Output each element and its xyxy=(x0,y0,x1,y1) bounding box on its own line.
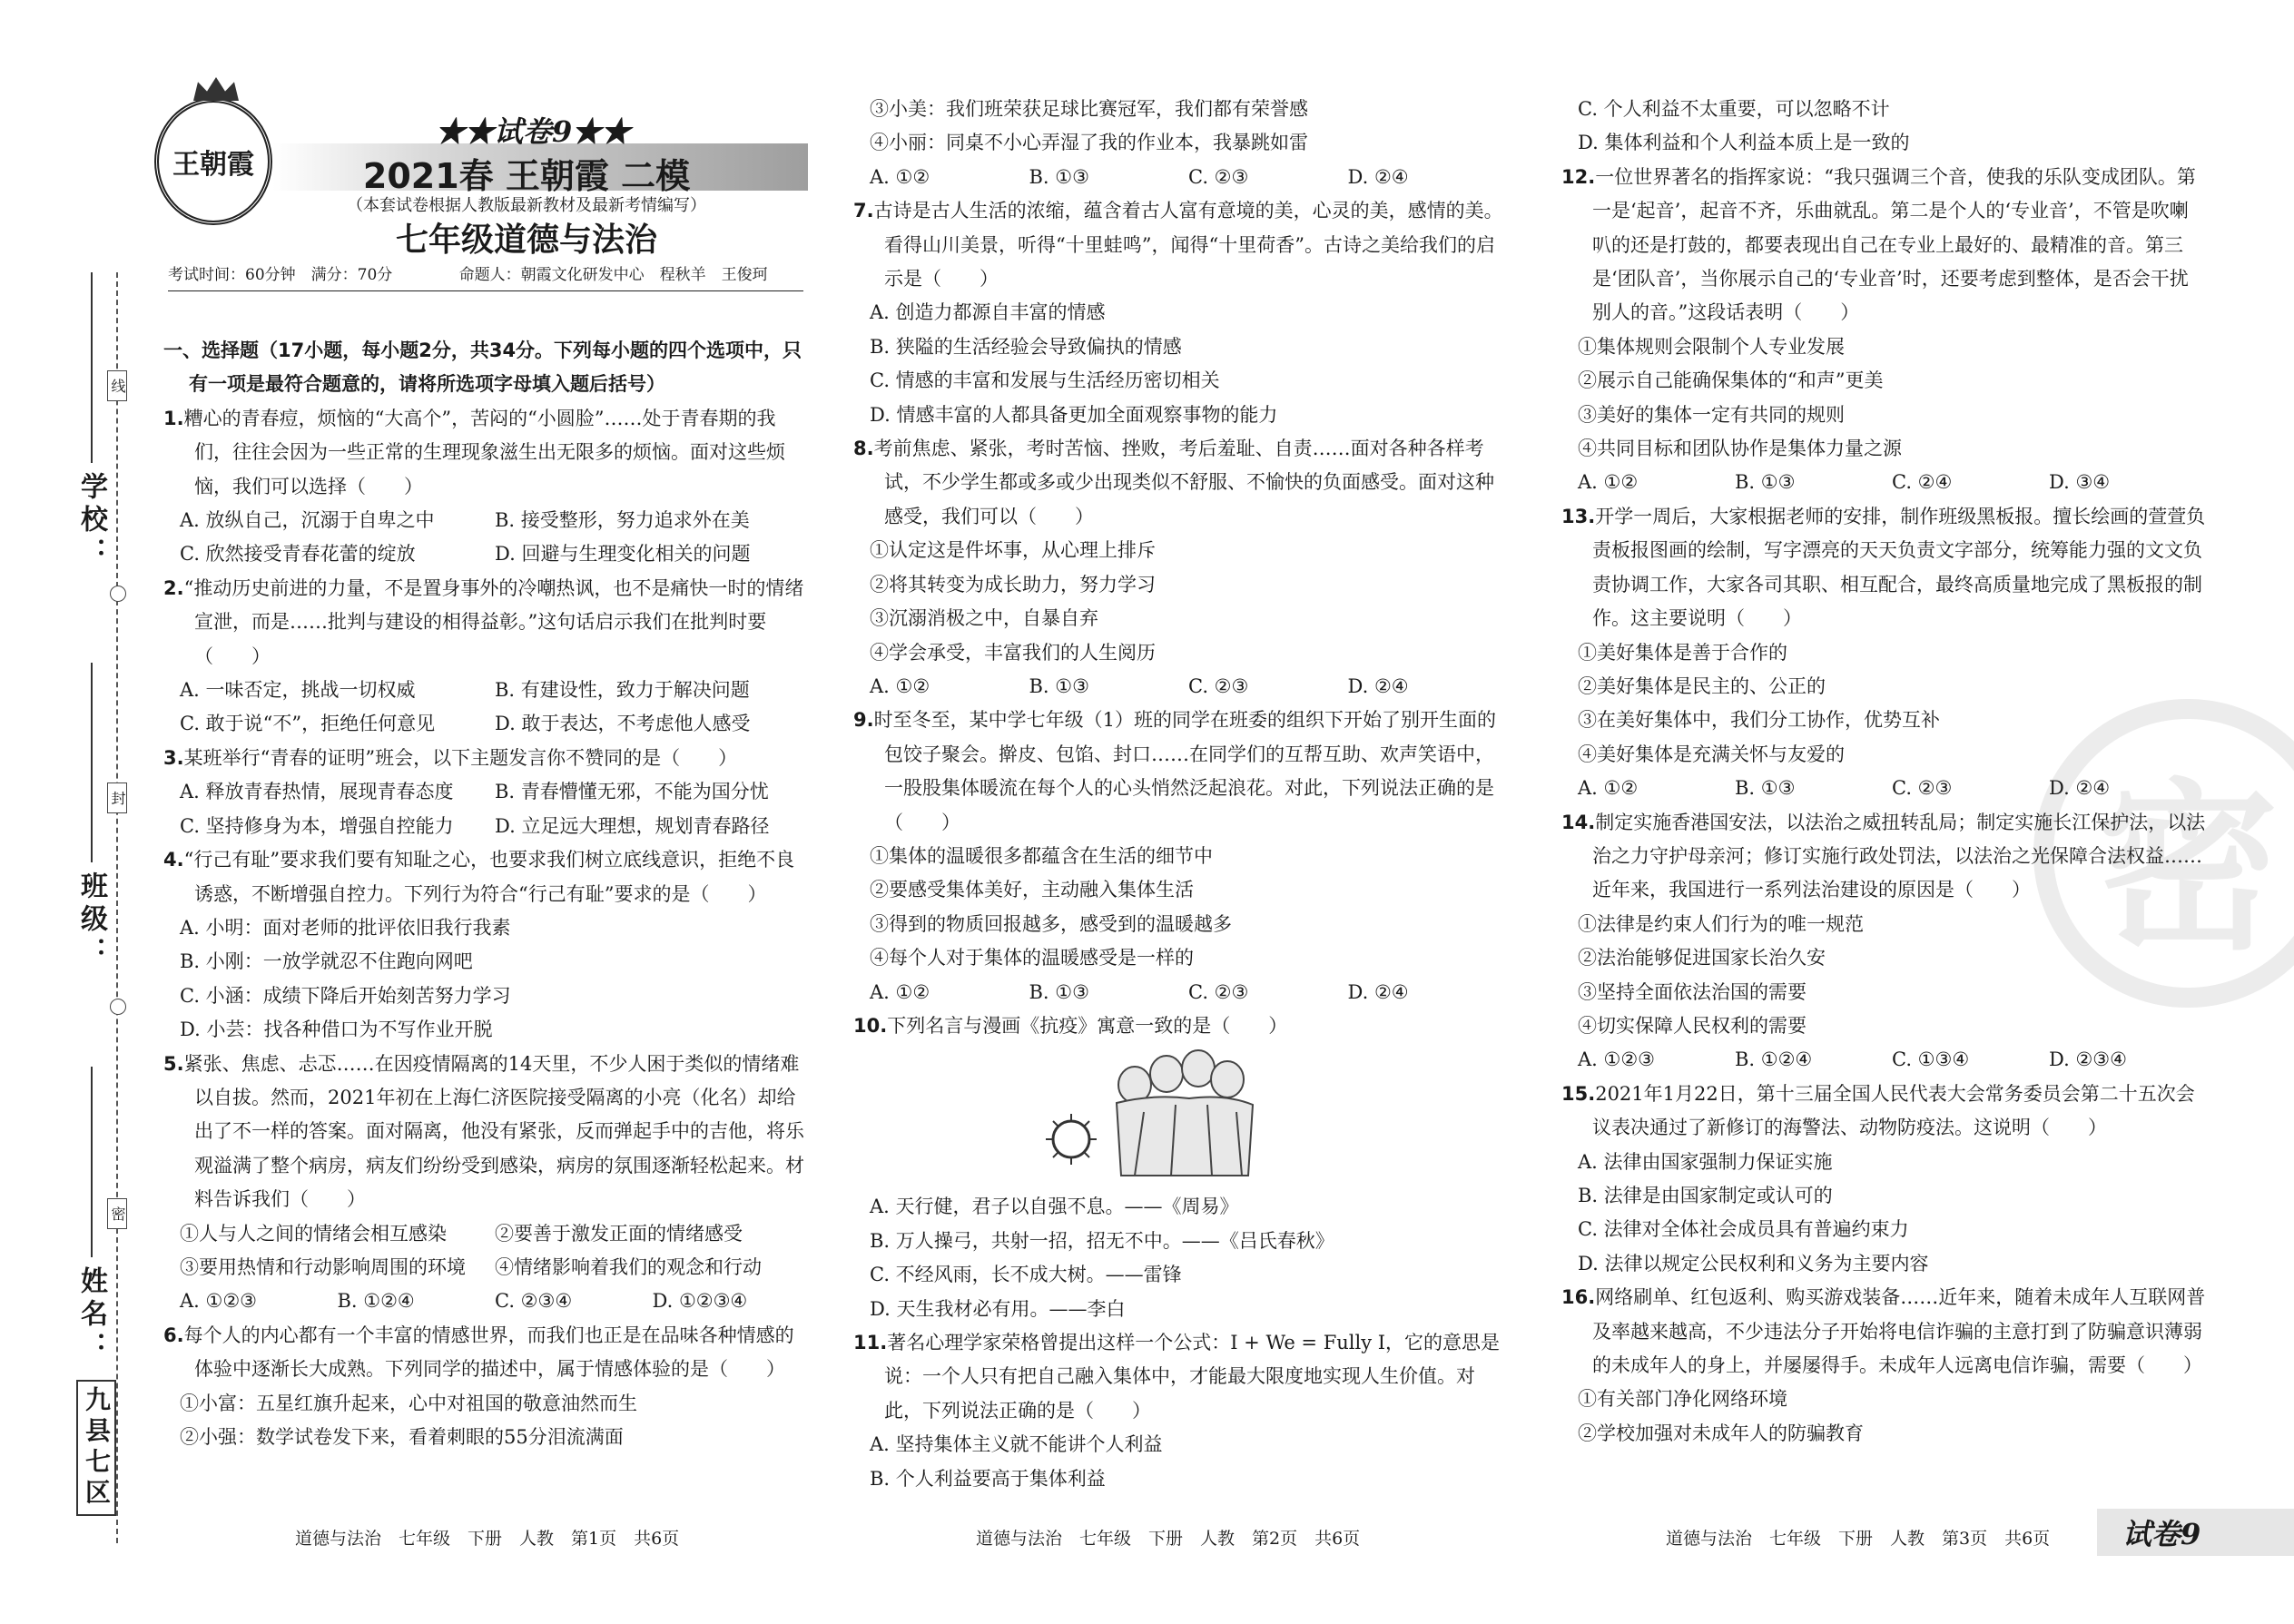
statement-2: ②法治能够促进国家长治久安 xyxy=(1578,947,1826,969)
question-stem: 网络刷单、红包返利、购买游戏装备……近年来，随着未成年人互联网普及率越来越高，不少违法分子开始将电信诈骗的主意打到了防骗意识薄弱的未成年人的身上，并屡屡得手。未成年人远离电信诈骗，需要（ ） xyxy=(1592,1286,2206,1377)
question-number: 13. xyxy=(1561,505,1596,527)
question-number: 1. xyxy=(163,407,184,429)
statement-1: ①有关部门净化网络环境 xyxy=(1578,1388,1787,1411)
option-b[interactable]: B. ①②④ xyxy=(1735,1048,1813,1071)
binding-mark-secret: 密 xyxy=(107,1198,127,1229)
option-a[interactable]: A. ①② xyxy=(870,674,930,697)
question-stem: 紧张、焦虑、忐忑……在因疫情隔离的14天里，不少人困于类似的情绪难以自拔。然而，2021年初在上海仁济医院接受隔离的小亮（化名）却给出了不一样的答案。面对隔离，他没有紧张，反而弹起手中的吉他，将乐观溢满了整个病房，病友们纷纷受到感染，病房的氛围逐渐轻松起来。材料告诉我们（ ） xyxy=(183,1052,804,1211)
option-c[interactable]: C. ②③ xyxy=(1188,980,1249,1003)
question-5 xyxy=(163,1048,810,1217)
option-c[interactable]: C. ②③④ xyxy=(495,1290,573,1313)
option-d[interactable]: D. ②④ xyxy=(1347,674,1409,697)
option-b[interactable]: B. ①③ xyxy=(1029,165,1089,188)
question-7 xyxy=(853,194,1507,296)
question-16 xyxy=(1561,1281,2206,1383)
page-footer-3: 道德与法治 七年级 下册 人教 第3页 共6页 xyxy=(1666,1529,2051,1549)
option-b[interactable]: B. 小刚：一放学就忍不住跑向网吧 xyxy=(180,950,473,973)
exam-time-score: 考试时间：60分钟 满分：70分 xyxy=(168,266,393,284)
exam-meta xyxy=(168,261,768,284)
option-b[interactable]: B. ①③ xyxy=(1029,674,1089,697)
option-b[interactable]: B. ①③ xyxy=(1735,471,1796,494)
binding-hole-icon xyxy=(110,586,126,602)
option-a[interactable]: A. 坚持集体主义就不能讲个人利益 xyxy=(870,1433,1163,1456)
school-label: 学校： xyxy=(75,472,107,570)
question-number: 7. xyxy=(853,200,874,222)
statement-4: ④共同目标和团队协作是集体力量之源 xyxy=(1578,438,1902,460)
statement-4: ④小丽：同桌不小心弄湿了我的作业本，我暴跳如雷 xyxy=(870,132,1308,154)
option-d[interactable]: D. ①②③④ xyxy=(652,1290,748,1313)
option-a[interactable]: A. ①② xyxy=(1578,471,1639,494)
name-label: 姓名： xyxy=(75,1266,107,1364)
brand-logo xyxy=(154,98,272,225)
question-stem: 古诗是古人生活的浓缩，蕴含着古人富有意境的美，心灵的美，感情的美。看得山川美景，听得“十里蛙鸣”，闻得“十里荷香”。古诗之美给我们的启示是（ ） xyxy=(873,200,1503,290)
question-6 xyxy=(163,1319,810,1387)
option-b[interactable]: B. 有建设性，致力于解决问题 xyxy=(495,679,750,702)
question-number: 12. xyxy=(1561,165,1596,188)
option-c[interactable]: C. ②③ xyxy=(1188,674,1249,697)
question-9 xyxy=(853,704,1507,840)
class-label: 班级： xyxy=(75,871,107,969)
option-a[interactable]: A. 天行健，君子以自强不息。——《周易》 xyxy=(870,1196,1239,1218)
question-14 xyxy=(1561,806,2206,908)
question-stem: 著名心理学家荣格曾提出这样一个公式：I + We = Fully I，它的意思是说：一个人只有把自己融入集体中，才能最大限度地实现人生价值。对此，下列说法正确的是（ ） xyxy=(884,1332,1501,1422)
question-8 xyxy=(853,432,1507,534)
option-b[interactable]: B. 青春懵懂无邪，不能为国分忧 xyxy=(495,781,769,803)
option-a[interactable]: A. 创造力都源自丰富的情感 xyxy=(870,301,1106,324)
statement-3: ③要用热情和行动影响周围的环境 xyxy=(180,1255,466,1278)
options xyxy=(163,1284,810,1318)
section-heading-cont: 有一项是最符合题意的，请将所选项字母填入题后括号） xyxy=(189,373,665,396)
option-b[interactable]: B. 狭隘的生活经验会导致偏执的情感 xyxy=(870,335,1182,358)
options xyxy=(853,161,1507,194)
question-stem: 时至冬至，某中学七年级（1）班的同学在班委的组织下开始了别开生面的包饺子聚会。擀皮、包馅、封口……在同学们的互帮互助、欢声笑语中，一股股集体暖流在每个人的心头悄然泛起浪花。对此，下列说法正确的是（ ） xyxy=(873,709,1496,833)
option-b[interactable]: B. 法律是由国家制定或认可的 xyxy=(1578,1185,1833,1206)
question-stem: 每个人的内心都有一个丰富的情感世界，而我们也正是在品味各种情感的体验中逐渐长大成熟。下列同学的描述中，属于情感体验的是（ ） xyxy=(183,1324,794,1381)
question-stem: “推动历史前进的力量，不是置身事外的冷嘲热讽，也不是痛快一时的情绪宣泄，而是……批判与建设的相得益彰。”这句话启示我们在批判时要（ ） xyxy=(183,576,804,667)
question-13 xyxy=(1561,500,2206,636)
binding-mark-line: 线 xyxy=(107,370,127,401)
option-a[interactable]: A. ①②③ xyxy=(180,1290,257,1313)
option-a[interactable]: A. ①② xyxy=(1578,777,1639,800)
option-d[interactable]: D. ②④ xyxy=(2049,777,2111,800)
exam-subject: 七年级道德与法治 xyxy=(395,221,657,259)
question-stem: 下列名言与漫画《抗疫》寓意一致的是（ ） xyxy=(887,1014,1288,1037)
column-2 xyxy=(853,93,1507,1496)
option-d[interactable]: D. 集体利益和个人利益本质上是一致的 xyxy=(1578,132,1910,154)
option-c[interactable]: C. 坚持修身为本，增强自控能力 xyxy=(180,814,454,837)
binding-mark-seal: 封 xyxy=(107,782,127,813)
statement-3: ③沉溺消极之中，自暴自弃 xyxy=(870,607,1098,630)
statement-2: ②要感受集体美好，主动融入集体生活 xyxy=(870,879,1194,901)
option-b[interactable]: B. 万人操弓，共射一招，招无不中。——《吕氏春秋》 xyxy=(870,1229,1334,1252)
question-stem: 糟心的青春痘，烦恼的“大高个”，苦闷的“小圆脸”……处于青春期的我们，往往会因为一些正常的生理现象滋生出无限多的烦恼。面对这些烦恼，我们可以选择（ ） xyxy=(183,407,785,497)
option-d[interactable]: D. 情感丰富的人都具备更加全面观察事物的能力 xyxy=(870,403,1278,426)
option-c[interactable]: C. ②④ xyxy=(1892,471,1953,494)
secret-stamp-watermark: 密 xyxy=(2033,699,2294,1008)
column-3 xyxy=(1561,93,2206,1451)
statement-3: ③得到的物质回报越多，感受到的温暖越多 xyxy=(870,912,1232,935)
class-blank[interactable] xyxy=(91,663,93,862)
options xyxy=(163,504,810,572)
statement-3: ③坚持全面依法治国的需要 xyxy=(1578,980,1807,1003)
statement-4: ④情绪影响着我们的观念和行动 xyxy=(495,1255,762,1278)
question-number: 6. xyxy=(163,1324,184,1346)
statement-1: ①集体的温暖很多都蕴含在生活的细节中 xyxy=(870,844,1213,867)
question-number: 11. xyxy=(853,1332,888,1353)
school-blank[interactable] xyxy=(91,272,93,463)
option-a[interactable]: A. 放纵自己，沉溺于自卑之中 xyxy=(180,509,435,532)
statement-3: ③小美：我们班荣获足球比赛冠军，我们都有荣誉感 xyxy=(870,98,1308,120)
question-number: 2. xyxy=(163,576,184,599)
options xyxy=(853,670,1507,704)
question-number: 4. xyxy=(163,849,184,871)
options xyxy=(1561,1043,2206,1077)
option-b[interactable]: B. 接受整形，努力追求外在美 xyxy=(495,509,750,532)
page-footer-2: 道德与法治 七年级 下册 人教 第2页 共6页 xyxy=(976,1529,1361,1549)
option-c[interactable]: C. 个人利益不太重要，可以忽略不计 xyxy=(1578,98,1890,120)
logo-text: 王朝霞 xyxy=(172,149,254,181)
statement-1: ①人与人之间的情绪会相互感染 xyxy=(180,1222,447,1245)
option-b[interactable]: B. ①③ xyxy=(1029,980,1089,1003)
option-a[interactable]: A. 法律由国家强制力保证实施 xyxy=(1578,1150,1833,1173)
options xyxy=(853,976,1507,1009)
exam-title: 2021春 王朝霞 二模 xyxy=(362,156,691,196)
question-stem: 制定实施香港国安法，以法治之威扭转乱局；制定实施长江保护法，以法治之力守护母亲河；修订实施行政处罚法，以法治之光保障合法权益……近年来，我国进行一系列法治建设的原因是（ ） xyxy=(1592,811,2206,901)
option-d[interactable]: D. 回避与生理变化相关的问题 xyxy=(495,543,751,566)
statement-4: ④学会承受，丰富我们的人生阅历 xyxy=(870,641,1156,664)
option-d[interactable]: D. 小芸：找各种借口为不写作业开脱 xyxy=(180,1019,493,1041)
question-stem: 考前焦虑、紧张，考时苦恼、挫败，考后羞耻、自责……面对各种各样考试，不少学生都或多或少出现类似不舒服、不愉快的负面感受。面对这种感受，我们可以（ ） xyxy=(873,438,1494,527)
crowd-of-people-icon xyxy=(1117,1050,1253,1176)
option-c[interactable]: C. 情感的丰富和发展与生活经历密切相关 xyxy=(870,369,1220,392)
question-stem: 开学一周后，大家根据老师的安排，制作班级黑板报。擅长绘画的萱萱负责板报图画的绘制，写字漂亮的天天负责文字部分，统筹能力强的文文负责协调工作，大家各司其职、相互配合，最终高质量地完成了黑板报的制作。这主要说明（ ） xyxy=(1592,505,2206,630)
option-a[interactable]: A. 释放青春热情，展现青春态度 xyxy=(180,781,454,803)
option-a[interactable]: A. 一味否定，挑战一切权威 xyxy=(180,679,416,702)
question-number: 9. xyxy=(853,709,874,732)
header-rule xyxy=(168,290,803,291)
option-d[interactable]: D. ②④ xyxy=(1347,980,1409,1003)
option-d[interactable]: D. 敢于表达，不考虑他人感受 xyxy=(495,713,751,735)
statement-2: ②美好集体是民主的、公正的 xyxy=(1578,674,1826,697)
question-11 xyxy=(853,1326,1507,1428)
paper-badge xyxy=(2097,1509,2294,1556)
options xyxy=(163,775,810,843)
section-heading: 一、选择题（17小题，每小题2分，共34分。下列每小题的四个选项中，只 xyxy=(163,340,802,361)
option-a[interactable]: A. ①②③ xyxy=(1578,1048,1655,1071)
statement-4: ④每个人对于集体的温暖感受是一样的 xyxy=(870,947,1194,969)
question-stem: 2021年1月22日，第十三届全国人民代表大会常务委员会第二十五次会议表决通过了新修订的海警法、动物防疫法。这说明（ ） xyxy=(1592,1082,2195,1139)
exam-authors: 命题人：朝霞文化研发中心 程秋羊 王俊珂 xyxy=(458,266,768,284)
question-number: 3. xyxy=(163,746,184,769)
question-stem: 某班举行“青春的证明”班会，以下主题发言你不赞同的是（ ） xyxy=(183,746,738,769)
option-c[interactable]: C. ②③ xyxy=(1188,165,1249,188)
options xyxy=(163,674,810,742)
statement-4: ④美好集体是充满关怀与友爱的 xyxy=(1578,743,1845,765)
region-box: 九县七区 xyxy=(76,1380,116,1516)
name-blank[interactable] xyxy=(91,1067,93,1257)
statement-1: ①美好集体是善于合作的 xyxy=(1578,641,1787,664)
question-number: 5. xyxy=(163,1052,184,1075)
anti-epidemic-cartoon xyxy=(1035,1048,1271,1185)
column-1 xyxy=(163,334,810,1454)
statement-2: ②要善于激发正面的情绪感受 xyxy=(495,1222,743,1245)
question-stem: “行己有耻”要求我们要有知耻之心，也要求我们树立底线意识，拒绝不良诱惑，不断增强自控力。下列行为符合“行己有耻”要求的是（ ） xyxy=(183,849,795,905)
statement-1: ①法律是约束人们行为的唯一规范 xyxy=(1578,912,1864,935)
option-c[interactable]: C. ①③④ xyxy=(1892,1048,1970,1071)
question-number: 10. xyxy=(853,1014,888,1037)
question-1 xyxy=(163,402,810,504)
option-a[interactable]: A. ①② xyxy=(870,165,930,188)
question-number: 15. xyxy=(1561,1082,1596,1105)
question-12 xyxy=(1561,161,2206,330)
question-number: 14. xyxy=(1561,811,1596,833)
paper-badge-label: 试卷9 xyxy=(2122,1517,2201,1551)
binding-dashed-line xyxy=(116,272,118,1543)
statement-2: ②将其转变为成长助力，努力学习 xyxy=(870,573,1156,595)
statement-4: ④切实保障人民权利的需要 xyxy=(1578,1014,1807,1037)
option-d[interactable]: D. ②③④ xyxy=(2049,1048,2127,1071)
option-a[interactable]: A. ①② xyxy=(870,980,930,1003)
statement-1: ①认定这是件坏事，从心理上排斥 xyxy=(870,539,1156,562)
statement-1: ①小富：五星红旗升起来，心中对祖国的敬意油然而生 xyxy=(180,1392,637,1414)
binding-margin xyxy=(0,0,154,1624)
statement-3: ③在美好集体中，我们分工协作，优势互补 xyxy=(1578,709,1940,732)
options xyxy=(1561,466,2206,499)
option-d[interactable]: D. ②④ xyxy=(1347,165,1409,188)
question-3 xyxy=(163,742,810,775)
option-c[interactable]: C. ②③ xyxy=(1892,777,1953,800)
option-c[interactable]: C. 不经风雨，长不成大树。——雷锋 xyxy=(870,1264,1182,1286)
option-d[interactable]: D. 立足远大理想，规划青春路径 xyxy=(495,814,770,837)
question-stem: 一位世界著名的指挥家说：“我只强调三个音，使我的乐队变成团队。第一是‘起音’，起音不齐，乐曲就乱。第二是个人的‘专业音’，不管是吹喇叭的还是打鼓的，都要表现出自己在专业上最好的、最精准的音。第三是‘团队音’，当你展示自己的‘专业音’时，还要考虑到整体，是否会干扰别人的音。”这段话表明（ ） xyxy=(1592,165,2196,324)
option-a[interactable]: A. 小明：面对老师的批评依旧我行我素 xyxy=(180,916,511,939)
option-d[interactable]: D. 法律以规定公民权利和义务为主要内容 xyxy=(1578,1252,1929,1275)
option-b[interactable]: B. 个人利益要高于集体利益 xyxy=(870,1467,1106,1490)
option-b[interactable]: B. ①③ xyxy=(1735,777,1796,800)
option-c[interactable]: C. 小涵：成绩下降后开始刻苦努力学习 xyxy=(180,984,511,1007)
statements xyxy=(163,1217,810,1285)
question-4 xyxy=(163,843,810,911)
options xyxy=(1561,772,2206,805)
statement-1: ①集体规则会限制个人专业发展 xyxy=(1578,335,1845,358)
option-d[interactable]: D. ③④ xyxy=(2049,471,2111,494)
option-b[interactable]: B. ①②④ xyxy=(337,1290,415,1313)
question-15 xyxy=(1561,1078,2206,1146)
question-10 xyxy=(853,1009,1507,1043)
statement-2: ②展示自己能确保集体的“和声”更美 xyxy=(1578,369,1884,392)
binding-hole-icon xyxy=(110,999,126,1015)
option-c[interactable]: C. 敢于说“不”，拒绝任何意见 xyxy=(180,713,436,735)
statement-2: ②学校加强对未成年人的防骗教育 xyxy=(1578,1422,1864,1444)
statement-3: ③美好的集体一定有共同的规则 xyxy=(1578,403,1845,426)
cartoon-drawing xyxy=(1035,1048,1271,1185)
question-number: 8. xyxy=(853,438,874,460)
exam-note: （本套试卷根据人教版最新教材及最新考情编写） xyxy=(347,196,706,215)
question-number: 16. xyxy=(1561,1286,1596,1309)
question-2 xyxy=(163,572,810,674)
statement-2: ②小强：数学试卷发下来，看着刺眼的55分泪流满面 xyxy=(180,1426,624,1448)
option-d[interactable]: D. 天生我材必有用。——李白 xyxy=(870,1297,1126,1320)
option-c[interactable]: C. 法律对全体社会成员具有普遍约束力 xyxy=(1578,1218,1909,1241)
option-c[interactable]: C. 欣然接受青春花蕾的绽放 xyxy=(180,543,416,566)
trial-tag: ★★试卷9★★ xyxy=(436,114,631,149)
page-footer-1: 道德与法治 七年级 下册 人教 第1页 共6页 xyxy=(295,1529,680,1549)
